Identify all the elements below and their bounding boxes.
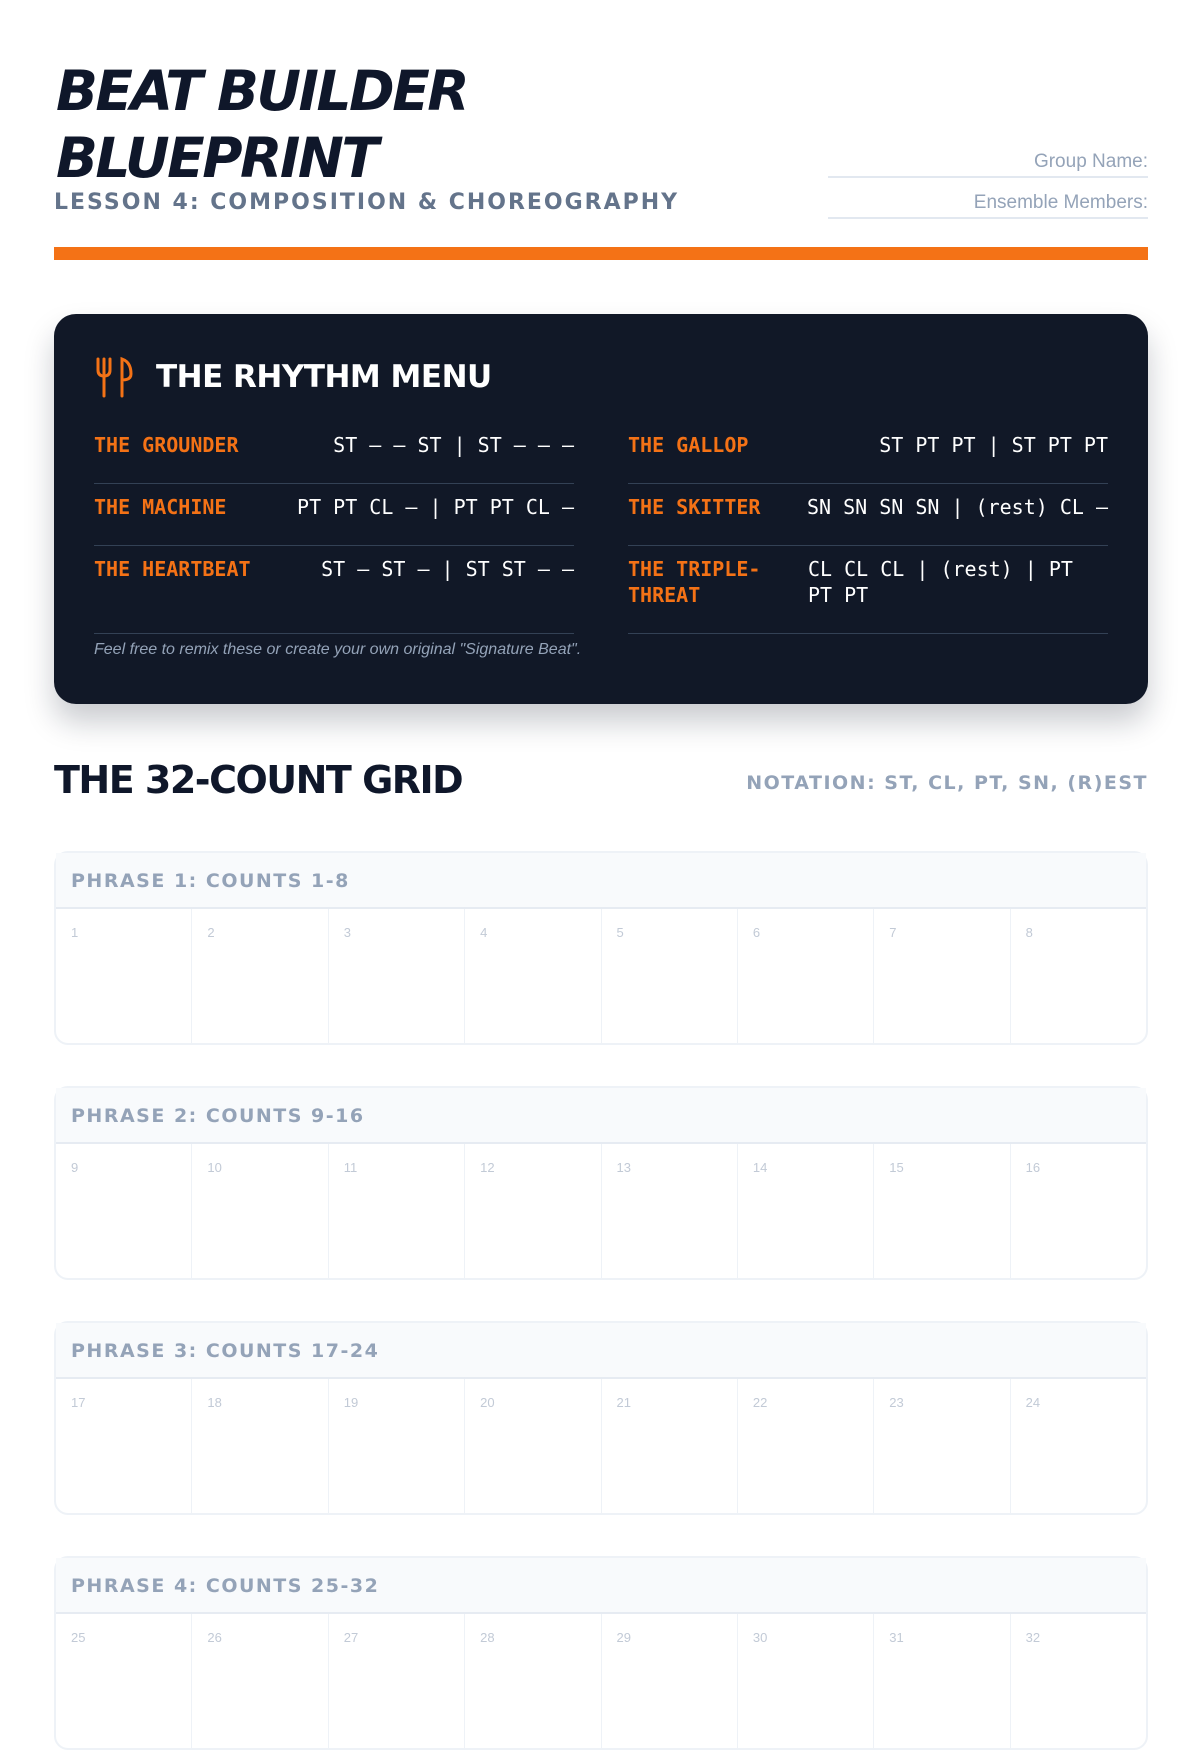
count-cell[interactable]: 11	[329, 1144, 465, 1280]
rhythm-pattern: SN SN SN SN | (rest) CL —	[806, 495, 1108, 519]
rhythm-name: THE GROUNDER	[94, 433, 239, 457]
worksheet-page	[54, 0, 1148, 1645]
rhythm-list	[94, 422, 1108, 634]
rhythm-menu-card	[54, 314, 1148, 704]
header	[54, 0, 1148, 262]
count-cell[interactable]: 7	[874, 909, 1010, 1045]
rhythm-pattern: PT PT CL — | PT PT CL —	[297, 495, 574, 519]
count-cell[interactable]: 31	[874, 1614, 1010, 1750]
count-cell[interactable]: 9	[56, 1144, 192, 1280]
count-cell[interactable]: 8	[1025, 925, 1033, 940]
rhythm-item-gallop	[628, 422, 1108, 484]
grid-header	[54, 758, 1148, 808]
rhythm-item-machine	[94, 484, 574, 546]
count-row	[56, 1614, 1146, 1750]
count-cell[interactable]: 13	[602, 1144, 738, 1280]
count-cell[interactable]: 10	[192, 1144, 328, 1280]
notation-key: NOTATION: ST, CL, PT, SN, (R)EST	[746, 772, 1148, 794]
phrase-label: PHRASE 4: COUNTS 25-32	[56, 1558, 1146, 1614]
count-cell[interactable]: 5	[602, 909, 738, 1045]
count-cell[interactable]: 32	[1025, 1630, 1041, 1645]
count-cell[interactable]: 1	[56, 909, 192, 1045]
rhythm-pattern: ST PT PT | ST PT PT	[879, 433, 1108, 457]
page-title	[56, 58, 696, 192]
count-cell[interactable]: 18	[192, 1379, 328, 1515]
count-cell[interactable]: 6	[738, 909, 874, 1045]
rhythm-item-skitter	[628, 484, 1108, 546]
grid-title: THE 32-COUNT GRID	[54, 758, 463, 802]
count-cell[interactable]: 25	[56, 1614, 192, 1750]
phrase-3	[54, 1321, 1148, 1515]
count-cell[interactable]: 26	[192, 1614, 328, 1750]
rhythm-name: THE GALLOP	[628, 433, 749, 457]
count-row	[56, 1379, 1146, 1515]
ensemble-members-field[interactable]: Ensemble Members:	[828, 189, 1148, 219]
phrase-label: PHRASE 2: COUNTS 9-16	[56, 1088, 1146, 1144]
phrase-4	[54, 1556, 1148, 1750]
title-line-1: BEAT BUILDER	[56, 59, 468, 123]
title-line-2: BLUEPRINT	[56, 126, 377, 190]
count-row	[56, 1144, 1146, 1280]
count-cell[interactable]: 28	[465, 1614, 601, 1750]
rhythm-name: THE HEARTBEAT	[94, 557, 251, 581]
count-cell[interactable]: 19	[329, 1379, 465, 1515]
count-cell[interactable]: 17	[56, 1379, 192, 1515]
count-cell[interactable]: 24	[1025, 1395, 1041, 1410]
rhythm-item-triple-threat	[628, 546, 1108, 634]
count-cell[interactable]: 3	[329, 909, 465, 1045]
phrase-label: PHRASE 1: COUNTS 1-8	[56, 853, 1146, 909]
phrase-2	[54, 1086, 1148, 1280]
rhythm-name: THE TRIPLE-THREAT	[628, 557, 761, 607]
name-fields	[828, 148, 1148, 230]
rhythm-name: THE SKITTER	[628, 495, 761, 519]
count-cell[interactable]: 16	[1025, 1160, 1041, 1175]
count-cell[interactable]: 27	[329, 1614, 465, 1750]
count-cell[interactable]: 15	[874, 1144, 1010, 1280]
rhythm-pattern: ST — — ST | ST — — —	[333, 433, 574, 457]
count-cell[interactable]: 21	[602, 1379, 738, 1515]
count-cell[interactable]: 12	[465, 1144, 601, 1280]
count-cell[interactable]: 2	[192, 909, 328, 1045]
count-row	[56, 909, 1146, 1045]
count-cell[interactable]: 4	[465, 909, 601, 1045]
phrase-label: PHRASE 3: COUNTS 17-24	[56, 1323, 1146, 1379]
count-cell[interactable]: 14	[738, 1144, 874, 1280]
rhythm-item-grounder	[94, 422, 574, 484]
rhythm-menu-title: THE RHYTHM MENU	[156, 359, 492, 395]
count-cell[interactable]: 29	[602, 1614, 738, 1750]
rhythm-menu-header	[94, 356, 492, 398]
lesson-subtitle: LESSON 4: COMPOSITION & CHOREOGRAPHY	[54, 190, 680, 215]
fork-knife-icon	[94, 356, 134, 398]
rhythm-pattern: ST — ST — | ST ST — —	[321, 557, 574, 581]
count-cell[interactable]: 22	[738, 1379, 874, 1515]
phrase-1	[54, 851, 1148, 1045]
header-accent-bar	[54, 247, 1148, 260]
rhythm-pattern: CL CL CL | (rest) | PT PT PT	[808, 557, 1073, 607]
rhythm-item-heartbeat	[94, 546, 574, 634]
count-cell[interactable]: 23	[874, 1379, 1010, 1515]
remix-note: Feel free to remix these or create your own original "Signature Beat".	[94, 641, 582, 658]
group-name-field[interactable]: Group Name:	[828, 148, 1148, 178]
rhythm-name: THE MACHINE	[94, 495, 227, 519]
count-cell[interactable]: 20	[465, 1379, 601, 1515]
count-cell[interactable]: 30	[738, 1614, 874, 1750]
